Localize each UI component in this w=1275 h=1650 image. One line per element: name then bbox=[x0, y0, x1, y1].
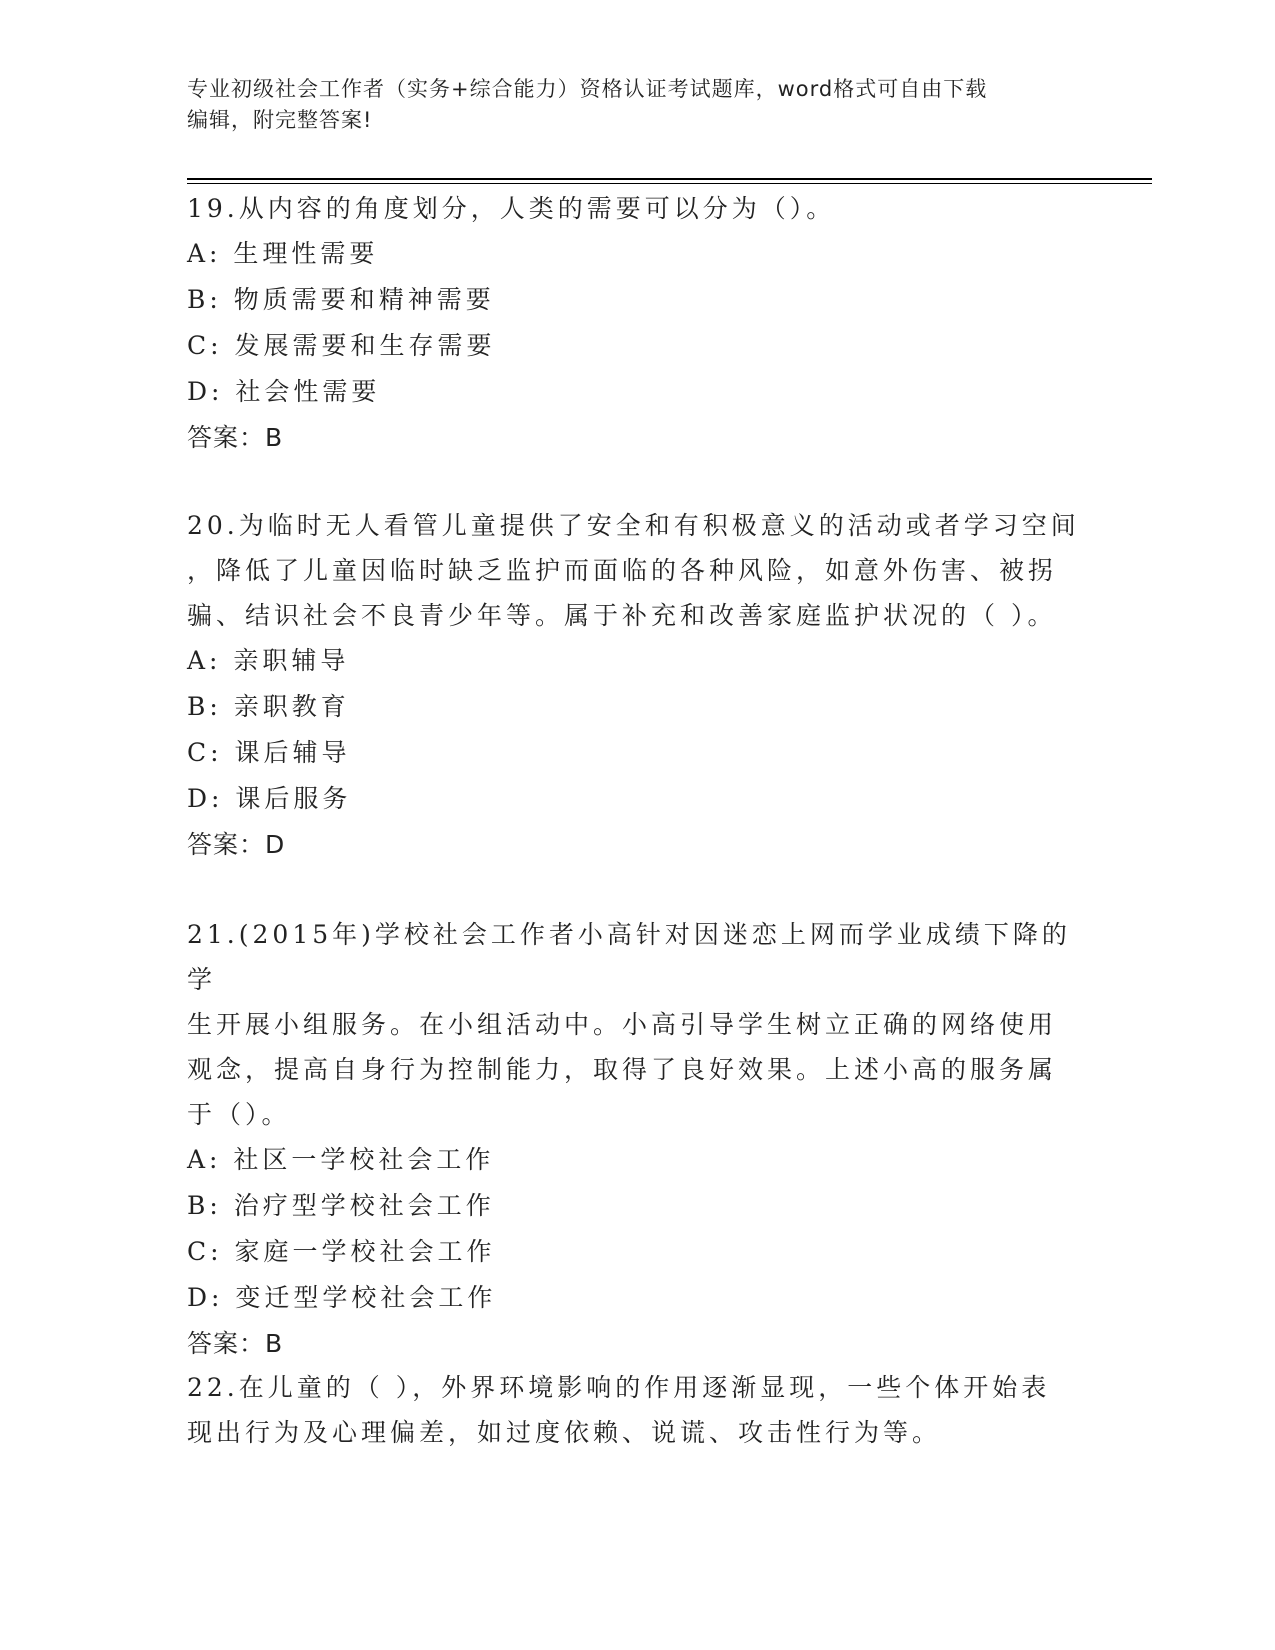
option-c: C: 发展需要和生存需要 bbox=[187, 331, 496, 360]
question-stem-line: 21.(2015年)学校社会工作者小高针对因迷恋上网而学业成绩下降的学 bbox=[187, 920, 1071, 994]
option-b: B: 亲职教育 bbox=[187, 692, 350, 721]
header-rule-thick bbox=[187, 178, 1152, 180]
question-stem-line: 20.为临时无人看管儿童提供了安全和有积极意义的活动或者学习空间 bbox=[187, 511, 1080, 540]
question-stem-line: 观念，提高自身行为控制能力，取得了良好效果。上述小高的服务属 bbox=[187, 1055, 1058, 1084]
answer: 答案：B bbox=[187, 1329, 284, 1358]
question-stem-line: 19.从内容的角度划分，人类的需要可以分为（）。 bbox=[187, 194, 836, 223]
question-stem-line: 22.在儿童的（ ），外界环境影响的作用逐渐显现，一些个体开始表 bbox=[187, 1373, 1051, 1402]
question-21 bbox=[187, 912, 1087, 1367]
header-line-1: 专业初级社会工作者（实务+综合能力）资格认证考试题库，word格式可自由下载 bbox=[187, 77, 988, 101]
question-stem-line: ，降低了儿童因临时缺乏监护而面临的各种风险，如意外伤害、被拐 bbox=[187, 556, 1058, 585]
option-d: D: 社会性需要 bbox=[187, 377, 381, 406]
option-a: A: 生理性需要 bbox=[187, 239, 379, 268]
question-stem-line: 现出行为及心理偏差，如过度依赖、说谎、攻击性行为等。 bbox=[187, 1418, 942, 1447]
question-22 bbox=[187, 1365, 1087, 1455]
option-a: A: 社区一学校社会工作 bbox=[187, 1145, 495, 1174]
question-20 bbox=[187, 503, 1087, 868]
question-19 bbox=[187, 186, 1087, 461]
header-rule-thin bbox=[187, 183, 1152, 184]
header-line-2: 编辑，附完整答案! bbox=[187, 108, 373, 132]
option-c: C: 课后辅导 bbox=[187, 738, 351, 767]
question-stem-line: 生开展小组服务。在小组活动中。小高引导学生树立正确的网络使用 bbox=[187, 1010, 1058, 1039]
option-b: B: 治疗型学校社会工作 bbox=[187, 1191, 495, 1220]
option-a: A: 亲职辅导 bbox=[187, 646, 350, 675]
option-b: B: 物质需要和精神需要 bbox=[187, 285, 495, 314]
option-c: C: 家庭一学校社会工作 bbox=[187, 1237, 496, 1266]
option-d: D: 变迁型学校社会工作 bbox=[187, 1283, 497, 1312]
question-stem-line: 骗、结识社会不良青少年等。属于补充和改善家庭监护状况的（ ）。 bbox=[187, 601, 1057, 630]
question-stem-line: 于（）。 bbox=[187, 1100, 291, 1129]
answer: 答案：B bbox=[187, 423, 284, 452]
answer: 答案：D bbox=[187, 830, 286, 859]
document-header bbox=[187, 74, 1087, 136]
option-d: D: 课后服务 bbox=[187, 784, 352, 813]
